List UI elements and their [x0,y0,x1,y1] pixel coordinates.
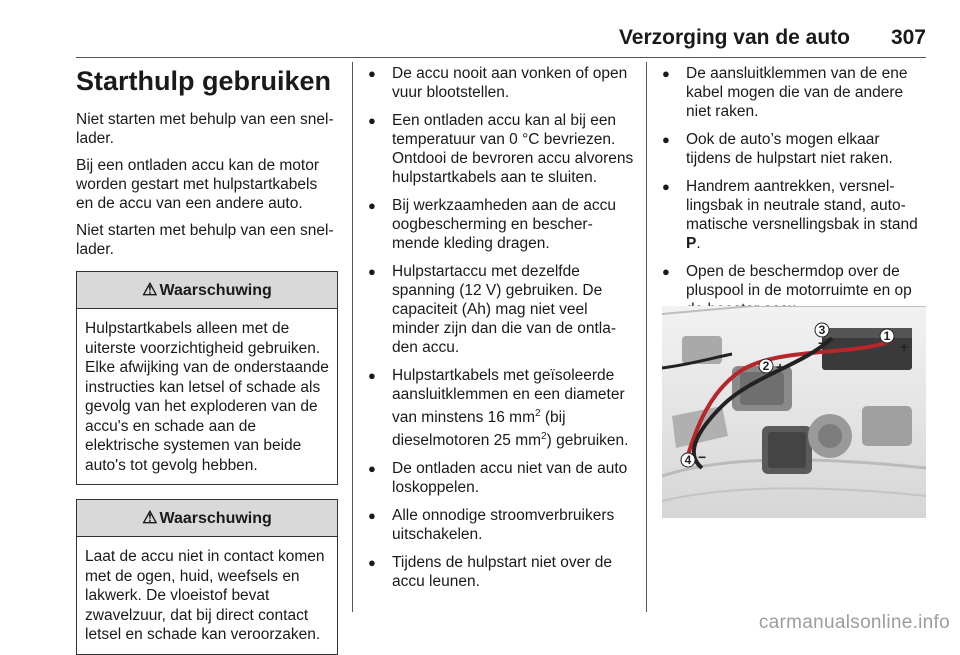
label-1: 1 [883,329,891,343]
list-item: ● De aansluitklemmen van de ene kabel mogen die van de andere niet raken. [662,64,928,121]
label-2: 2 [762,359,770,373]
warning-heading-1: Waarschuwing [159,282,272,299]
intro-paragraph-1: Niet starten met behulp van een snellader. [76,111,334,147]
precaution-list [368,64,634,591]
jump-start-illustration [662,306,926,518]
warning-header-2 [77,500,337,537]
middle-column [368,64,634,600]
intro-paragraph-2: Bij een ontladen accu kan de motor worden gestart met hulpstartkabels en de accu van een andere auto. [76,157,319,212]
label-3: 3 [818,323,826,337]
column-divider-1 [352,62,353,612]
list-item: ● Alle onnodige stroomverbruikers uitschakelen. [368,506,634,544]
left-column [76,64,338,655]
warning-box-1 [76,271,338,485]
plus-sign-1: + [900,339,909,355]
minus-sign-3: − [818,335,827,351]
column-divider-2 [646,62,647,612]
intro-paragraph-3: Niet starten met behulp van een snellader. [76,222,334,258]
list-item: ● Ook de auto’s mogen elkaar tijdens de hulpstart niet raken. [662,130,928,168]
section-title: Starthulp gebruiken [76,66,332,96]
engine-bay-drawing [662,306,926,518]
minus-sign-4: − [698,449,707,465]
list-item: ● Een ontladen accu kan al bij een temperatuur van 0 °C bevriezen. Ontdooi de bevroren accu alvorens hulpstartkabels aan te sluiten. [368,111,634,187]
list-item: ● De accu nooit aan vonken of open vuur blootstellen. [368,64,634,102]
warning-text-1: Hulpstartkabels alleen met de uiterste voorzichtigheid gebruiken. Elke afwijking van de onderstaande instructies kan letsel of schade als gevolg van het exploderen van de accu's en schade aan de elektrische systemen van beide auto's tot gevolg hebben. [85,320,329,474]
warning-triangle-icon: ⚠ [142,508,158,527]
warning-box-2 [76,499,338,655]
right-column [662,64,928,328]
watermark: carmanualsonline.info [758,612,950,633]
page-number: 307 [890,26,926,49]
warning-heading-2: Waarschuwing [159,510,272,527]
list-item: ● De ontladen accu niet van de auto loskoppelen. [368,459,634,497]
running-header-title: Verzorging van de auto [618,26,850,49]
list-item: ● Open de beschermdop over de pluspool in de motorruimte en op [662,262,928,319]
warning-triangle-icon: ⚠ [142,280,158,299]
warning-header-1 [77,272,337,309]
header-divider [76,57,926,58]
list-item-handbrake: ● Handrem aantrekken, versnellingsbak in neutrale stand, automatische versnellingsbak in stand P. [662,177,928,253]
list-item: ● Tijdens de hulpstart niet over de accu leunen. [368,553,634,591]
instruction-list [662,64,928,319]
list-item: ● Hulpstartaccu met dezelfde spanning (12 V) gebruiken. De capaciteit (Ah) mag niet veel minder zijn dan die van de ontladen accu. [368,262,634,357]
list-item-cable-spec: ● Hulpstartkabels met geïsoleerde aansluitklemmen en een diameter van minstens 16 $mm^2$ (bij dieselmotoren 25 $mm^2$) gebruiken. [368,366,634,450]
plus-sign-2: + [776,359,785,375]
warning-text-2: Laat de accu niet in contact komen met de ogen, huid, weefsels en lakwerk. De vloeistof bevat zwavelzuur, dat bij direct contact letsel en schade kan veroorzaken. [85,548,325,643]
label-4: 4 [684,453,692,467]
list-item: ● Bij werkzaamheden aan de accu oogbescherming en beschermende kleding dragen. [368,196,634,253]
